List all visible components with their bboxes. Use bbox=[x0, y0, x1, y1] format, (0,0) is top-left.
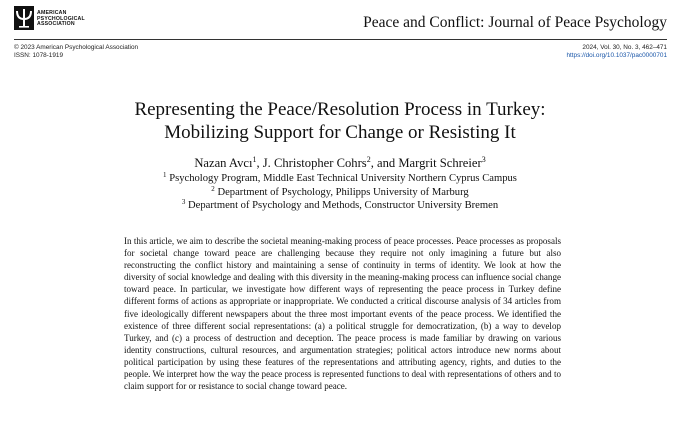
affiliation-mark: 2 bbox=[211, 184, 215, 193]
logo-wordmark bbox=[37, 11, 85, 28]
affiliation-mark: 1 bbox=[163, 171, 167, 179]
header-rule bbox=[14, 39, 667, 40]
author-separator: , and bbox=[370, 156, 399, 170]
affiliation-text: Psychology Program, Middle East Technical University Northern Cyprus Campus bbox=[169, 173, 517, 184]
author-separator: , bbox=[256, 156, 263, 170]
author-list bbox=[0, 155, 680, 171]
affiliation-list bbox=[0, 172, 680, 213]
logo-line: ASSOCIATION bbox=[37, 21, 75, 28]
title-line-2: Mobilizing Support for Change or Resisting It bbox=[164, 122, 516, 143]
volume-line: 2024, Vol. 30, No. 3, 462–471 bbox=[582, 44, 667, 51]
affiliation-text: Department of Psychology, Philipps University of Marburg bbox=[217, 186, 469, 198]
affiliation-line bbox=[0, 172, 680, 186]
author-affiliation-mark: 3 bbox=[481, 155, 486, 164]
journal-title: Peace and Conflict: Journal of Peace Psychology bbox=[363, 14, 667, 31]
author-affiliation-mark: 1 bbox=[252, 155, 257, 164]
abstract-text: In this article, we aim to describe the societal meaning-making process of peace processes. Peace processes as proposals for societal change toward peace are challenging because they require not only imagining a future but also reconstructing the conflict history and maintaining a sense of continuity in terms of identity. We look at how the diversity of social knowledge and dealing with this diversity in the meaning-making process can influence social change toward peace. In particular, we investigate how different ways of representing the peace process in Turkey define different forms of actions as appropriate or inappropriate. We conducted a critical discourse analysis of 34 articles from five ideologically different newspapers about the three most important events of the peace process. We identified the existence of three different social representations: (a) a political struggle for democratization, (b) a way to develop Turkey, and (c) a process of destruction and deception. The peace process is made familiar by drawing on various identity constructions, cultural resources, and argumentation strategies; political actors introduce new norms about political participation by using these features of the representations and attributing agency, rights, and duties to the people. We interpret how the way the peace process is represented functions to deal with representations of others and to claim support for or resistance to social change toward peace. bbox=[124, 236, 561, 392]
publication-meta-right bbox=[566, 44, 667, 60]
issn-line: ISSN: 1078-1919 bbox=[14, 51, 64, 59]
affiliation-text: Department of Psychology and Methods, Constructor University Bremen bbox=[188, 200, 499, 212]
logo-line: AMERICAN bbox=[37, 10, 67, 16]
publication-meta-left bbox=[14, 44, 138, 60]
author-name: Nazan Avcı bbox=[194, 156, 253, 170]
article-title bbox=[0, 98, 680, 144]
affiliation-line bbox=[0, 186, 680, 200]
affiliation-line bbox=[0, 199, 680, 213]
copyright-line: © 2023 American Psychological Association bbox=[14, 44, 139, 51]
author-affiliation-mark: 2 bbox=[366, 155, 371, 164]
author-name: Margrit Schreier bbox=[398, 156, 482, 170]
psi-logo-icon bbox=[14, 6, 34, 30]
doi-link[interactable]: https://doi.org/10.1037/pac0000701 bbox=[566, 51, 667, 59]
affiliation-mark: 3 bbox=[181, 198, 186, 207]
title-line-1: Representing the Peace/Resolution Process in Turkey: bbox=[134, 99, 546, 120]
page-header bbox=[0, 0, 680, 46]
author-name: J. Christopher Cohrs bbox=[262, 156, 367, 170]
logo-line: PSYCHOLOGICAL bbox=[37, 15, 85, 22]
